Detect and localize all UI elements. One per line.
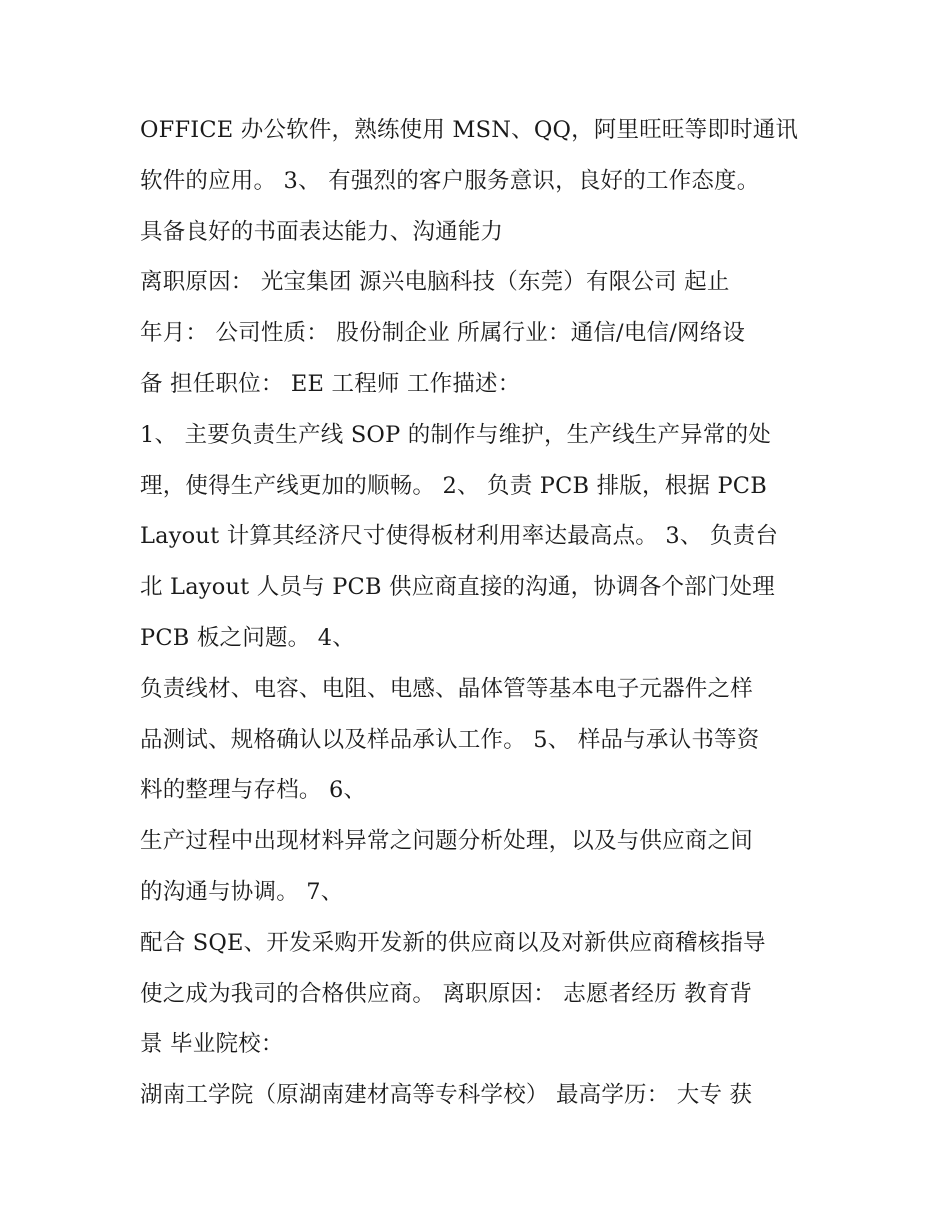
text-line: 品测试、规格确认以及样品承认工作。 5、 样品与承认书等资 xyxy=(140,726,760,753)
text-line: 具备良好的书面表达能力、沟通能力 xyxy=(140,218,504,245)
resume-text-body xyxy=(140,105,820,1121)
text-line: 使之成为我司的合格供应商。 离职原因： 志愿者经历 教育背 xyxy=(140,980,753,1007)
text-line: 生产过程中出现材料异常之问题分析处理，以及与供应商之间 xyxy=(140,828,753,855)
text-line: 年月： 公司性质： 股份制企业 所属行业：通信/电信/网络设 xyxy=(140,320,746,347)
text-line: 理，使得生产线更加的顺畅。 2、 负责 PCB 排版，根据 PCB xyxy=(140,472,767,499)
text-line: 1、 主要负责生产线 SOP 的制作与维护，生产线生产异常的处 xyxy=(140,421,771,448)
text-line: 湖南工学院（原湖南建材高等专科学校） 最高学历： 大专 获 xyxy=(140,1082,753,1109)
text-line: Layout 计算其经济尺寸使得板材利用率达最高点。 3、 负责台 xyxy=(140,523,779,550)
text-line: PCB 板之问题。 4、 xyxy=(140,624,355,651)
text-line: 软件的应用。 3、 有强烈的客户服务意识，良好的工作态度。 xyxy=(140,167,760,194)
text-line: 负责线材、电容、电阻、电感、晶体管等基本电子元器件之样 xyxy=(140,675,753,702)
text-line: 料的整理与存档。 6、 xyxy=(140,777,367,804)
text-line: 备 担任职位： EE 工程师 工作描述： xyxy=(140,370,521,397)
text-line: 的沟通与协调。 7、 xyxy=(140,878,344,905)
text-line: 离职原因： 光宝集团 源兴电脑科技（东莞）有限公司 起止 xyxy=(140,269,730,296)
text-line: OFFICE 办公软件，熟练使用 MSN、QQ，阿里旺旺等即时通讯 xyxy=(140,117,799,143)
text-line: 北 Layout 人员与 PCB 供应商直接的沟通，协调各个部门处理 xyxy=(140,574,775,601)
text-line: 配合 SQE、开发采购开发新的供应商以及对新供应商稽核指导 xyxy=(140,929,766,956)
text-line: 景 毕业院校： xyxy=(140,1031,284,1058)
